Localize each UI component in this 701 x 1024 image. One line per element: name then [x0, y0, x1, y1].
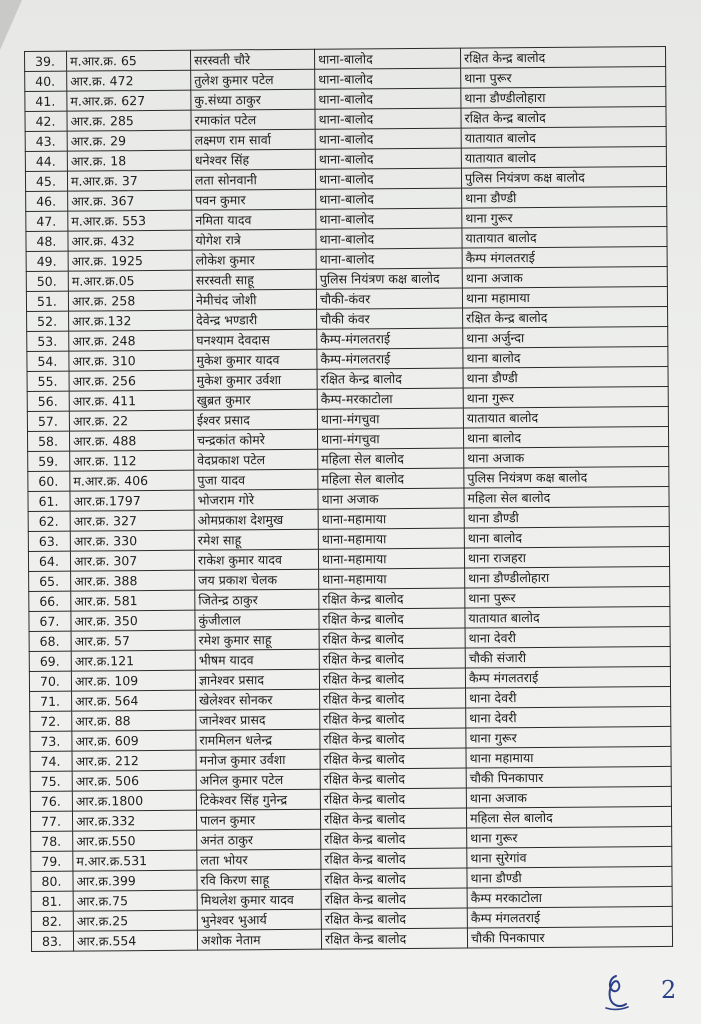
- new-posting-cell: रक्षित केन्द्र बालोद: [460, 46, 665, 68]
- transfer-table-body: [25, 46, 673, 951]
- rank-number-cell: आर.क्र. 285: [67, 110, 191, 131]
- serial-number-cell: 71.: [30, 691, 72, 711]
- person-name-cell: टिकेश्वर सिंह गुनेन्द्र: [196, 789, 320, 810]
- person-name-cell: वेदप्रकाश पटेल: [194, 449, 318, 470]
- current-posting-cell: रक्षित केन्द्र बालोद: [320, 788, 466, 809]
- person-name-cell: देवेन्द्र भण्डारी: [193, 309, 317, 330]
- serial-number-cell: 39.: [25, 51, 67, 71]
- rank-number-cell: आर.क्र.75: [73, 890, 197, 911]
- current-posting-cell: थाना-महामाया: [319, 568, 465, 589]
- current-posting-cell: रक्षित केन्द्र बालोद: [320, 728, 466, 749]
- serial-number-cell: 42.: [25, 111, 67, 131]
- new-posting-cell: यातायात बालोद: [461, 126, 666, 148]
- new-posting-cell: थाना देवरी: [466, 686, 671, 708]
- serial-number-cell: 60.: [28, 471, 70, 491]
- person-name-cell: कुंजीलाल: [195, 609, 319, 630]
- new-posting-cell: कैम्प मंगलतराई: [467, 906, 672, 928]
- rank-number-cell: म.आर.क्र.05: [68, 270, 192, 291]
- rank-number-cell: आर.क्र. 57: [71, 630, 195, 651]
- person-name-cell: रमेश साहू: [194, 529, 318, 550]
- person-name-cell: सरस्वती साहू: [192, 269, 316, 290]
- new-posting-cell: थाना बालोद: [464, 526, 669, 548]
- new-posting-cell: थाना देवरी: [465, 626, 670, 648]
- rank-number-cell: आर.क्र. 29: [67, 130, 191, 151]
- current-posting-cell: चौकी-कंवर: [316, 288, 462, 309]
- person-name-cell: लता सोनवानी: [191, 169, 315, 190]
- rank-number-cell: आर.क्र. 367: [68, 190, 192, 211]
- person-name-cell: अनिल कुमार पटेल: [196, 769, 320, 790]
- rank-number-cell: आर.क्र. 432: [68, 230, 192, 251]
- current-posting-cell: रक्षित केन्द्र बालोद: [319, 648, 465, 669]
- person-name-cell: रमेश कुमार साहू: [195, 629, 319, 650]
- current-posting-cell: थाना-बालोद: [316, 228, 462, 249]
- new-posting-cell: थाना अर्जुन्दा: [463, 326, 668, 348]
- new-posting-cell: यातायात बालोद: [463, 406, 668, 428]
- rank-number-cell: आर.क्र.550: [73, 830, 197, 851]
- person-name-cell: घनश्याम देवदास: [193, 329, 317, 350]
- current-posting-cell: रक्षित केन्द्र बालोद: [320, 688, 466, 709]
- person-name-cell: मनोज कुमार उर्वशा: [196, 749, 320, 770]
- rank-number-cell: आर.क्र.554: [73, 930, 197, 951]
- rank-number-cell: आर.क्र. 112: [70, 450, 194, 471]
- current-posting-cell: थाना अजाक: [318, 488, 464, 509]
- new-posting-cell: थाना डौण्डी: [462, 186, 667, 208]
- rank-number-cell: आर.क्र.399: [73, 870, 197, 891]
- person-name-cell: खेलेश्वर सोनकर: [196, 689, 320, 710]
- rank-number-cell: आर.क्र. 327: [70, 510, 194, 531]
- current-posting-cell: थाना-बालोद: [316, 208, 462, 229]
- rank-number-cell: आर.क्र. 411: [69, 390, 193, 411]
- serial-number-cell: 44.: [25, 151, 67, 171]
- serial-number-cell: 66.: [29, 591, 71, 611]
- serial-number-cell: 68.: [29, 631, 71, 651]
- new-posting-cell: थाना गुरूर: [467, 826, 672, 848]
- serial-number-cell: 77.: [30, 811, 72, 831]
- new-posting-cell: थाना डौण्डीलोहारा: [465, 566, 670, 588]
- new-posting-cell: थाना अजाक: [462, 266, 667, 288]
- new-posting-cell: चौकी पिनकापार: [467, 926, 672, 948]
- new-posting-cell: रक्षित केन्द्र बालोद: [463, 306, 668, 328]
- serial-number-cell: 56.: [27, 391, 69, 411]
- rank-number-cell: आर.क्र.1800: [72, 790, 196, 811]
- handwritten-initials: [600, 968, 634, 1012]
- serial-number-cell: 41.: [25, 91, 67, 111]
- person-name-cell: जानेश्वर प्रासद: [196, 709, 320, 730]
- person-name-cell: रमाकांत पटेल: [191, 109, 315, 130]
- current-posting-cell: थाना-बालोद: [315, 68, 461, 89]
- serial-number-cell: 47.: [26, 211, 68, 231]
- person-name-cell: धनेश्वर सिंह: [191, 149, 315, 170]
- rank-number-cell: आर.क्र. 256: [69, 370, 193, 391]
- current-posting-cell: रक्षित केन्द्र बालोद: [321, 928, 467, 949]
- current-posting-cell: चौकी कंवर: [317, 308, 463, 329]
- rank-number-cell: म.आर.क्र. 553: [68, 210, 192, 231]
- rank-number-cell: आर.क्र. 488: [69, 430, 193, 451]
- person-name-cell: नमिता यादव: [192, 209, 316, 230]
- new-posting-cell: थाना सुरेगांव: [467, 846, 672, 868]
- person-name-cell: पालन कुमार: [196, 809, 320, 830]
- rank-number-cell: आर.क्र.25: [73, 910, 197, 931]
- serial-number-cell: 40.: [25, 71, 67, 91]
- new-posting-cell: थाना पुरूर: [461, 66, 666, 88]
- current-posting-cell: थाना-बालोद: [315, 88, 461, 109]
- current-posting-cell: थाना-बालोद: [316, 188, 462, 209]
- person-name-cell: चन्द्रकांत कोमरे: [193, 429, 317, 450]
- rank-number-cell: आर.क्र. 609: [72, 730, 196, 751]
- serial-number-cell: 62.: [28, 511, 70, 531]
- rank-number-cell: आर.क्र. 22: [69, 410, 193, 431]
- person-name-cell: भोजराम गोरे: [194, 489, 318, 510]
- rank-number-cell: आर.क्र. 1925: [68, 250, 192, 271]
- person-name-cell: जितेन्द्र ठाकुर: [195, 589, 319, 610]
- rank-number-cell: आर.क्र.132: [69, 310, 193, 331]
- new-posting-cell: थाना गुरूर: [466, 726, 671, 748]
- current-posting-cell: रक्षित केन्द्र बालोद: [321, 828, 467, 849]
- new-posting-cell: चौकी संजारी: [465, 646, 670, 668]
- current-posting-cell: थाना-बालोद: [316, 248, 462, 269]
- new-posting-cell: यातायात बालोद: [461, 146, 666, 168]
- rank-number-cell: आर.क्र. 581: [71, 590, 195, 611]
- person-name-cell: अशोक नेताम: [197, 929, 321, 950]
- person-name-cell: रवि किरण साहू: [197, 869, 321, 890]
- current-posting-cell: रक्षित केन्द्र बालोद: [319, 608, 465, 629]
- rank-number-cell: आर.क्र. 506: [72, 770, 196, 791]
- current-posting-cell: थाना-महामाया: [318, 528, 464, 549]
- current-posting-cell: थाना-बालोद: [315, 128, 461, 149]
- new-posting-cell: थाना डौण्डी: [463, 366, 668, 388]
- transfer-table: [24, 46, 673, 952]
- person-name-cell: लता भोयर: [197, 849, 321, 870]
- person-name-cell: भुनेश्वर भुआर्य: [197, 909, 321, 930]
- person-name-cell: मुकेश कुमार उर्वशा: [193, 369, 317, 390]
- current-posting-cell: रक्षित केन्द्र बालोद: [320, 768, 466, 789]
- rank-number-cell: म.आर.क्र.531: [73, 850, 197, 871]
- rank-number-cell: आर.क्र. 472: [67, 70, 191, 91]
- current-posting-cell: थाना-बालोद: [315, 108, 461, 129]
- new-posting-cell: चौकी पिनकापार: [466, 766, 671, 788]
- person-name-cell: सरस्वती चौरे: [190, 49, 314, 70]
- person-name-cell: ओमप्रकाश देशमुख: [194, 509, 318, 530]
- person-name-cell: लक्ष्मण राम सार्वा: [191, 129, 315, 150]
- current-posting-cell: कैम्प-मंगलतराई: [317, 328, 463, 349]
- current-posting-cell: महिला सेल बालोद: [318, 468, 464, 489]
- serial-number-cell: 51.: [26, 291, 68, 311]
- person-name-cell: राममिलन धलेन्द्र: [196, 729, 320, 750]
- current-posting-cell: रक्षित केन्द्र बालोद: [320, 808, 466, 829]
- current-posting-cell: रक्षित केन्द्र बालोद: [319, 588, 465, 609]
- serial-number-cell: 46.: [26, 191, 68, 211]
- serial-number-cell: 55.: [27, 371, 69, 391]
- rank-number-cell: म.आर.क्र. 627: [67, 90, 191, 111]
- current-posting-cell: रक्षित केन्द्र बालोद: [320, 708, 466, 729]
- new-posting-cell: थाना डौण्डी: [467, 866, 672, 888]
- serial-number-cell: 74.: [30, 751, 72, 771]
- new-posting-cell: महिला सेल बालोद: [464, 486, 669, 508]
- new-posting-cell: थाना राजहरा: [464, 546, 669, 568]
- new-posting-cell: यातायात बालोद: [462, 226, 667, 248]
- new-posting-cell: पुलिस नियंत्रण कक्ष बालोद: [461, 166, 666, 188]
- serial-number-cell: 65.: [29, 571, 71, 591]
- rank-number-cell: आर.क्र. 248: [69, 330, 193, 351]
- person-name-cell: मुकेश कुमार यादव: [193, 349, 317, 370]
- serial-number-cell: 82.: [31, 911, 73, 931]
- current-posting-cell: थाना-बालोद: [315, 168, 461, 189]
- person-name-cell: जय प्रकाश चेलक: [195, 569, 319, 590]
- rank-number-cell: आर.क्र. 212: [72, 750, 196, 771]
- serial-number-cell: 48.: [26, 231, 68, 251]
- current-posting-cell: रक्षित केन्द्र बालोद: [320, 748, 466, 769]
- serial-number-cell: 83.: [31, 931, 73, 951]
- current-posting-cell: महिला सेल बालोद: [318, 448, 464, 469]
- current-posting-cell: कैम्प-मंगलतराई: [317, 348, 463, 369]
- new-posting-cell: थाना बालोद: [463, 426, 668, 448]
- person-name-cell: पवन कुमार: [192, 189, 316, 210]
- serial-number-cell: 52.: [27, 311, 69, 331]
- serial-number-cell: 49.: [26, 251, 68, 271]
- new-posting-cell: यातायात बालोद: [465, 606, 670, 628]
- new-posting-cell: कैम्प मंगलतराई: [465, 666, 670, 688]
- current-posting-cell: रक्षित केन्द्र बालोद: [319, 668, 465, 689]
- current-posting-cell: थाना-महामाया: [318, 508, 464, 529]
- serial-number-cell: 76.: [30, 791, 72, 811]
- person-name-cell: कु.संध्या ठाकुर: [191, 89, 315, 110]
- serial-number-cell: 70.: [29, 671, 71, 691]
- new-posting-cell: थाना गुरूर: [462, 206, 667, 228]
- serial-number-cell: 67.: [29, 611, 71, 631]
- person-name-cell: नेमीचंद जोशी: [192, 289, 316, 310]
- rank-number-cell: आर.क्र. 564: [72, 690, 196, 711]
- current-posting-cell: रक्षित केन्द्र बालोद: [319, 628, 465, 649]
- serial-number-cell: 69.: [29, 651, 71, 671]
- person-name-cell: अनंत ठाकुर: [197, 829, 321, 850]
- serial-number-cell: 79.: [31, 851, 73, 871]
- current-posting-cell: रक्षित केन्द्र बालोद: [321, 888, 467, 909]
- current-posting-cell: पुलिस नियंत्रण कक्ष बालोद: [316, 268, 462, 289]
- rank-number-cell: आर.क्र.1797: [70, 490, 194, 511]
- rank-number-cell: आर.क्र. 88: [72, 710, 196, 731]
- person-name-cell: खुब्रत कुमार: [193, 389, 317, 410]
- rank-number-cell: आर.क्र.332: [72, 810, 196, 831]
- serial-number-cell: 73.: [30, 731, 72, 751]
- new-posting-cell: कैम्प मरकाटोला: [467, 886, 672, 908]
- rank-number-cell: म.आर.क्र. 65: [67, 50, 191, 71]
- new-posting-cell: थाना गुरूर: [463, 386, 668, 408]
- rank-number-cell: आर.क्र. 18: [67, 150, 191, 171]
- page-corner-fold: [0, 0, 22, 50]
- current-posting-cell: थाना-महामाया: [318, 548, 464, 569]
- new-posting-cell: पुलिस नियंत्रण कक्ष बालोद: [464, 466, 669, 488]
- new-posting-cell: महिला सेल बालोद: [466, 806, 671, 828]
- current-posting-cell: रक्षित केन्द्र बालोद: [317, 368, 463, 389]
- rank-number-cell: आर.क्र. 310: [69, 350, 193, 371]
- person-name-cell: योगेश रात्रे: [192, 229, 316, 250]
- person-name-cell: तुलेश कुमार पटेल: [191, 69, 315, 90]
- serial-number-cell: 72.: [30, 711, 72, 731]
- current-posting-cell: रक्षित केन्द्र बालोद: [321, 868, 467, 889]
- serial-number-cell: 61.: [28, 491, 70, 511]
- serial-number-cell: 80.: [31, 871, 73, 891]
- serial-number-cell: 54.: [27, 351, 69, 371]
- serial-number-cell: 63.: [28, 531, 70, 551]
- serial-number-cell: 59.: [28, 451, 70, 471]
- serial-number-cell: 50.: [26, 271, 68, 291]
- person-name-cell: लोकेश कुमार: [192, 249, 316, 270]
- rank-number-cell: आर.क्र. 258: [68, 290, 192, 311]
- current-posting-cell: थाना-बालोद: [315, 148, 461, 169]
- new-posting-cell: थाना अजाक: [466, 786, 671, 808]
- person-name-cell: भीषम यादव: [195, 649, 319, 670]
- rank-number-cell: आर.क्र. 307: [70, 550, 194, 571]
- new-posting-cell: थाना पुरूर: [465, 586, 670, 608]
- serial-number-cell: 75.: [30, 771, 72, 791]
- serial-number-cell: 64.: [28, 551, 70, 571]
- rank-number-cell: आर.क्र. 330: [70, 530, 194, 551]
- rank-number-cell: आर.क्र.121: [71, 650, 195, 671]
- person-name-cell: ईश्वर प्रसाद: [193, 409, 317, 430]
- new-posting-cell: थाना डौण्डीलोहारा: [461, 86, 666, 108]
- rank-number-cell: आर.क्र. 109: [71, 670, 195, 691]
- serial-number-cell: 43.: [25, 131, 67, 151]
- current-posting-cell: थाना-मंगचुवा: [317, 428, 463, 449]
- rank-number-cell: म.आर.क्र. 406: [70, 470, 194, 491]
- serial-number-cell: 58.: [27, 431, 69, 451]
- person-name-cell: मिथलेश कुमार यादव: [197, 889, 321, 910]
- person-name-cell: ज्ञानेश्वर प्रसाद: [195, 669, 319, 690]
- serial-number-cell: 57.: [27, 411, 69, 431]
- current-posting-cell: थाना-बालोद: [314, 48, 460, 69]
- rank-number-cell: आर.क्र. 388: [71, 570, 195, 591]
- current-posting-cell: कैम्प-मरकाटोला: [317, 388, 463, 409]
- rank-number-cell: आर.क्र. 350: [71, 610, 195, 631]
- person-name-cell: पुजा यादव: [194, 469, 318, 490]
- serial-number-cell: 78.: [31, 831, 73, 851]
- new-posting-cell: थाना देवरी: [466, 706, 671, 728]
- new-posting-cell: थाना बालोद: [463, 346, 668, 368]
- serial-number-cell: 45.: [25, 171, 67, 191]
- page-number: 2: [661, 976, 677, 1004]
- new-posting-cell: थाना महामाया: [462, 286, 667, 308]
- current-posting-cell: रक्षित केन्द्र बालोद: [321, 848, 467, 869]
- new-posting-cell: थाना डौण्डी: [464, 506, 669, 528]
- new-posting-cell: थाना अजाक: [464, 446, 669, 468]
- current-posting-cell: रक्षित केन्द्र बालोद: [321, 908, 467, 929]
- person-name-cell: राकेश कुमार यादव: [194, 549, 318, 570]
- new-posting-cell: कैम्प मंगलतराई: [462, 246, 667, 268]
- current-posting-cell: थाना-मंगचुवा: [317, 408, 463, 429]
- rank-number-cell: म.आर.क्र. 37: [67, 170, 191, 191]
- new-posting-cell: रक्षित केन्द्र बालोद: [461, 106, 666, 128]
- new-posting-cell: थाना महामाया: [466, 746, 671, 768]
- serial-number-cell: 53.: [27, 331, 69, 351]
- serial-number-cell: 81.: [31, 891, 73, 911]
